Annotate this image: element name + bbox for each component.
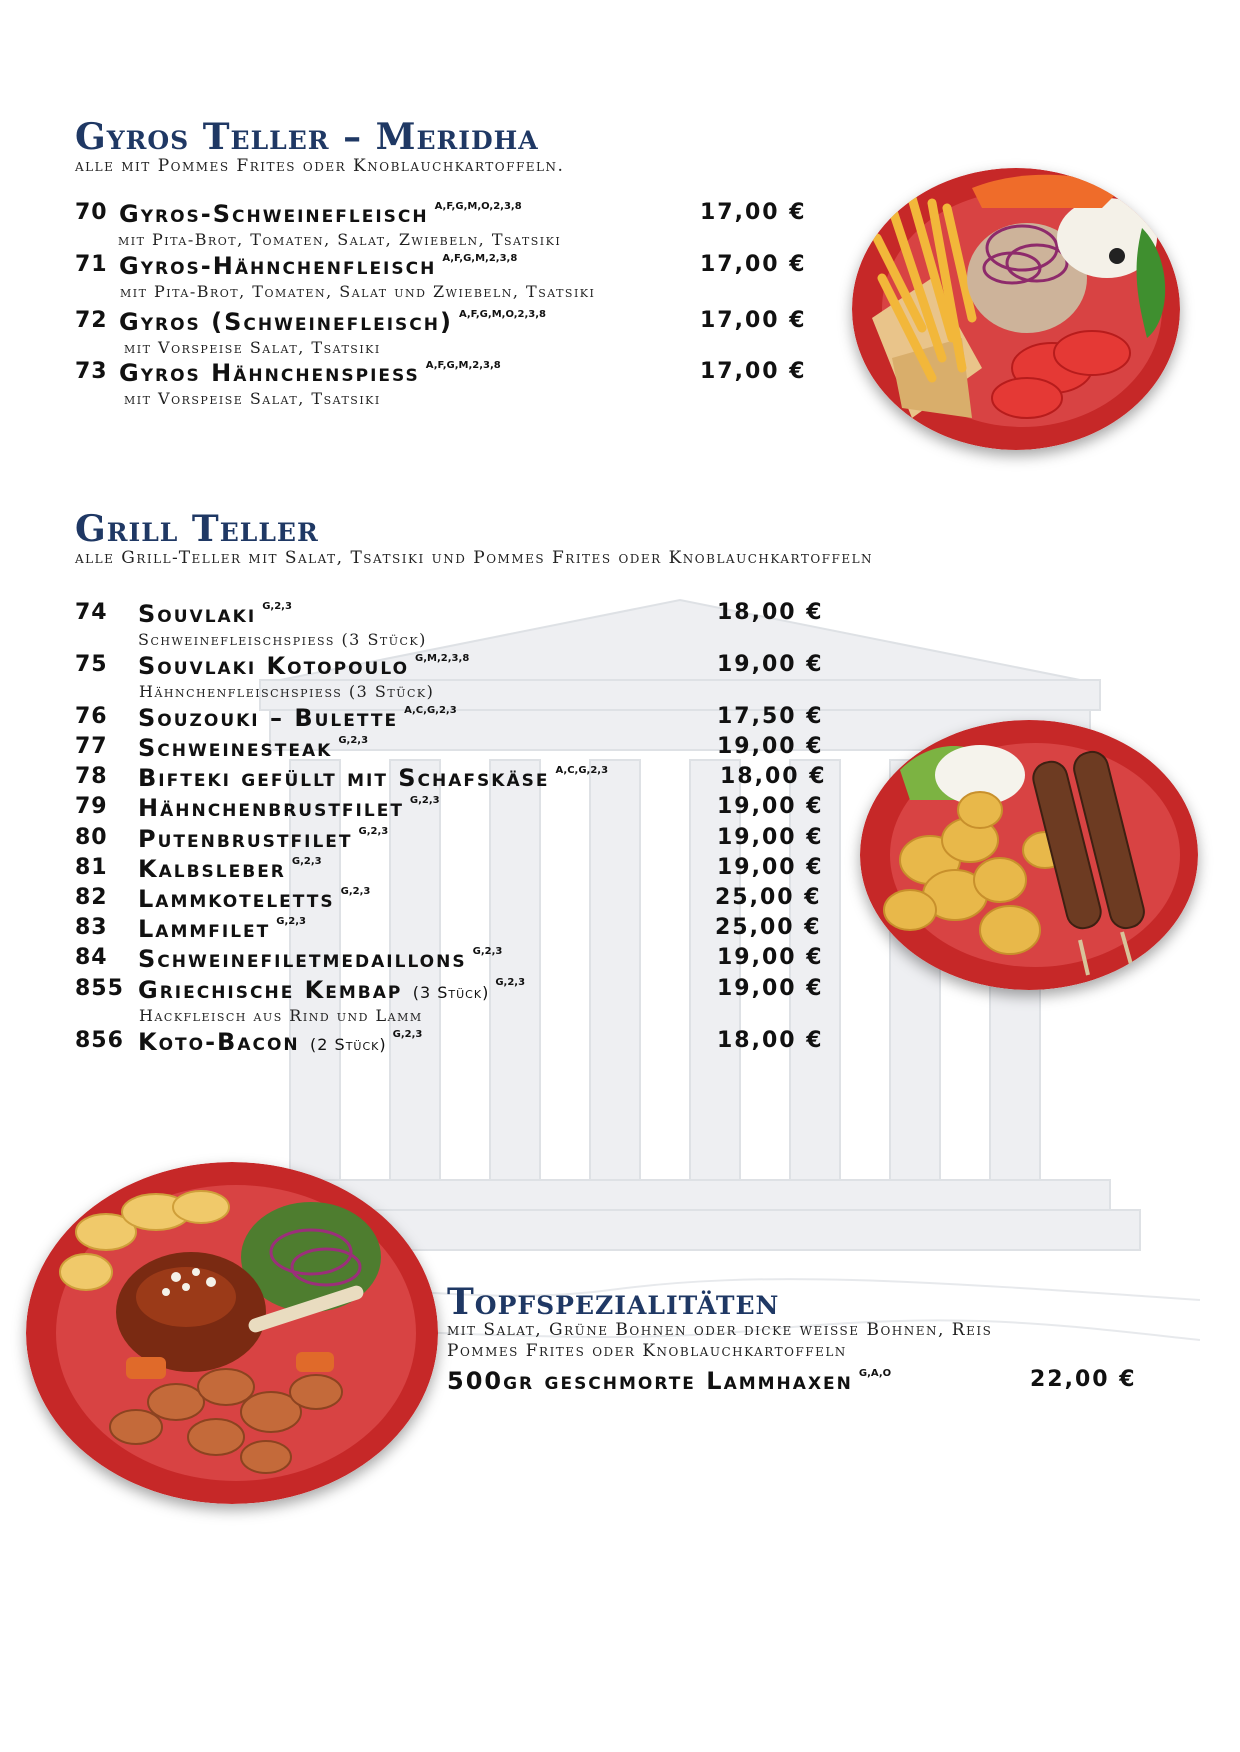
item-number: 80 — [75, 825, 108, 850]
gyros-plate-photo — [852, 168, 1180, 450]
item-name: Souvlaki Kotopoulo $^{G,M,2,3,8}$ — [138, 652, 470, 680]
item-price: 19,00 € — [717, 825, 824, 850]
menu-item-74 — [0, 600, 1240, 630]
item-price: 19,00 € — [717, 794, 824, 819]
allergen-codes: G,2,3 — [358, 826, 389, 837]
lamb-plate-photo — [26, 1162, 438, 1504]
allergen-codes: A,F,G,M,O,2,3,8 — [434, 201, 522, 212]
item-name: Souvlaki $^{G,2,3}$ — [138, 600, 292, 628]
allergen-codes: A,F,G,M,O,2,3,8 — [458, 309, 546, 320]
allergen-codes: G,2,3 — [472, 946, 503, 957]
item-name: Gyros Hähnchenspiess $^{A,F,G,M,2,3,8}$ — [119, 359, 501, 387]
item-price: 19,00 € — [717, 652, 824, 677]
grill-section-title: Grill Teller — [75, 508, 319, 550]
item-description: Hackfleisch aus Rind und Lamm — [139, 1006, 423, 1025]
item-number: 74 — [75, 600, 108, 625]
item-description: mit Pita-Brot, Tomaten, Salat, Zwiebeln, Tsatsiki — [118, 230, 562, 249]
item-number: 79 — [75, 794, 108, 819]
item-number: 84 — [75, 945, 108, 970]
item-name: Gyros (Schweinefleisch) $^{A,F,G,M,O,2,3,8}$ — [119, 308, 546, 336]
allergen-codes: A,F,G,M,2,3,8 — [425, 360, 501, 371]
item-price: 18,00 € — [717, 600, 824, 625]
allergen-codes: A,F,G,M,2,3,8 — [442, 253, 518, 264]
item-price: 17,50 € — [717, 704, 824, 729]
item-price: 19,00 € — [717, 734, 824, 759]
allergen-codes: G,2,3 — [276, 916, 306, 927]
allergen-codes: G,2,3 — [495, 977, 526, 988]
item-number: 73 — [75, 359, 108, 384]
item-price: 17,00 € — [700, 359, 807, 384]
item-number: 72 — [75, 308, 108, 333]
item-number: 83 — [75, 915, 108, 940]
topf-section-subtitle-line2: Pommes Frites oder Knoblauchkartoffeln — [447, 1341, 847, 1361]
item-price: 25,00 € — [715, 915, 822, 940]
item-number: 76 — [75, 704, 108, 729]
menu-item-75 — [0, 652, 1240, 682]
allergen-codes: G,2,3 — [409, 795, 440, 806]
item-description: Hähnchenfleischspiess (3 Stück) — [139, 682, 435, 701]
topf-section-title: Topfspezialitäten — [447, 1281, 780, 1323]
item-description: mit Vorspeise Salat, Tsatsiki — [124, 338, 381, 357]
item-name: Kalbsleber $^{G,2,3}$ — [138, 855, 322, 883]
item-name: 500gr geschmorte Lammhaxen $^{G,A,O}$ — [447, 1367, 892, 1395]
item-description: mit Vorspeise Salat, Tsatsiki — [124, 389, 381, 408]
item-name: Schweinesteak $^{G,2,3}$ — [138, 734, 369, 762]
allergen-codes: G,2,3 — [392, 1029, 423, 1040]
item-number: 77 — [75, 734, 108, 759]
item-name: Bifteki gefüllt mit Schafskäse $^{A,C,G,2,3}$ — [138, 764, 609, 792]
item-price: 22,00 € — [1030, 1367, 1137, 1392]
item-number: 855 — [75, 976, 124, 1001]
item-number: 78 — [75, 764, 108, 789]
allergen-codes: G,M,2,3,8 — [415, 653, 470, 664]
item-number: 856 — [75, 1028, 124, 1053]
item-name: Putenbrustfilet $^{G,2,3}$ — [138, 825, 389, 853]
item-name: Hähnchenbrustfilet $^{G,2,3}$ — [138, 794, 440, 822]
allergen-codes: A,C,G,2,3 — [555, 765, 609, 776]
grill-section-subtitle: alle Grill-Teller mit Salat, Tsatsiki und Pommes Frites oder Knoblauchkartoffeln — [75, 548, 874, 568]
item-price: 17,00 € — [700, 308, 807, 333]
item-name: Lammkoteletts $^{G,2,3}$ — [138, 885, 371, 913]
item-price: 19,00 € — [717, 855, 824, 880]
allergen-codes: G,2,3 — [340, 886, 371, 897]
item-number: 82 — [75, 885, 108, 910]
item-qualifier: (3 Stück) — [412, 983, 490, 1002]
item-name: Griechische Kembap (3 Stück)$^{G,2,3}$ — [138, 976, 526, 1004]
item-name: Gyros-Schweinefleisch $^{A,F,G,M,O,2,3,8}$ — [119, 200, 522, 228]
allergen-codes: A,C,G,2,3 — [404, 705, 457, 716]
item-name: Gyros-Hähnchenfleisch $^{A,F,G,M,2,3,8}$ — [119, 252, 518, 280]
item-price: 17,00 € — [700, 200, 807, 225]
item-description: mit Pita-Brot, Tomaten, Salat und Zwiebeln, Tsatsiki — [120, 282, 596, 301]
menu-item-lammhaxen — [0, 1367, 1240, 1397]
item-qualifier: (2 Stück) — [310, 1035, 387, 1054]
gyros-section-subtitle: alle mit Pommes Frites oder Knoblauchkartoffeln. — [75, 156, 565, 176]
item-price: 18,00 € — [717, 1028, 824, 1053]
item-description: Schweinefleischspiess (3 Stück) — [138, 630, 427, 649]
item-price: 19,00 € — [717, 976, 824, 1001]
topf-section-subtitle-line1: mit Salat, Grüne Bohnen oder dicke weisse Bohnen, Reis — [447, 1320, 993, 1340]
item-price: 25,00 € — [715, 885, 822, 910]
item-number: 70 — [75, 200, 108, 225]
allergen-codes: G,A,O — [858, 1368, 892, 1379]
item-number: 81 — [75, 855, 108, 880]
item-number: 75 — [75, 652, 108, 677]
item-number: 71 — [75, 252, 108, 277]
item-name: Koto-Bacon (2 Stück)$^{G,2,3}$ — [138, 1028, 423, 1056]
grill-plate-photo — [860, 720, 1198, 990]
item-price: 19,00 € — [717, 945, 824, 970]
item-name: Lammfilet $^{G,2,3}$ — [138, 915, 306, 943]
allergen-codes: G,2,3 — [262, 601, 292, 612]
menu-item-856 — [0, 1028, 1240, 1058]
allergen-codes: G,2,3 — [338, 735, 369, 746]
item-price: 17,00 € — [700, 252, 807, 277]
gyros-section-title: Gyros Teller – Meridha — [75, 116, 539, 158]
item-price: 18,00 € — [720, 764, 827, 789]
allergen-codes: G,2,3 — [291, 856, 322, 867]
item-name: Schweinefiletmedaillons $^{G,2,3}$ — [138, 945, 503, 973]
item-name: Souzouki – Bulette $^{A,C,G,2,3}$ — [138, 704, 457, 732]
